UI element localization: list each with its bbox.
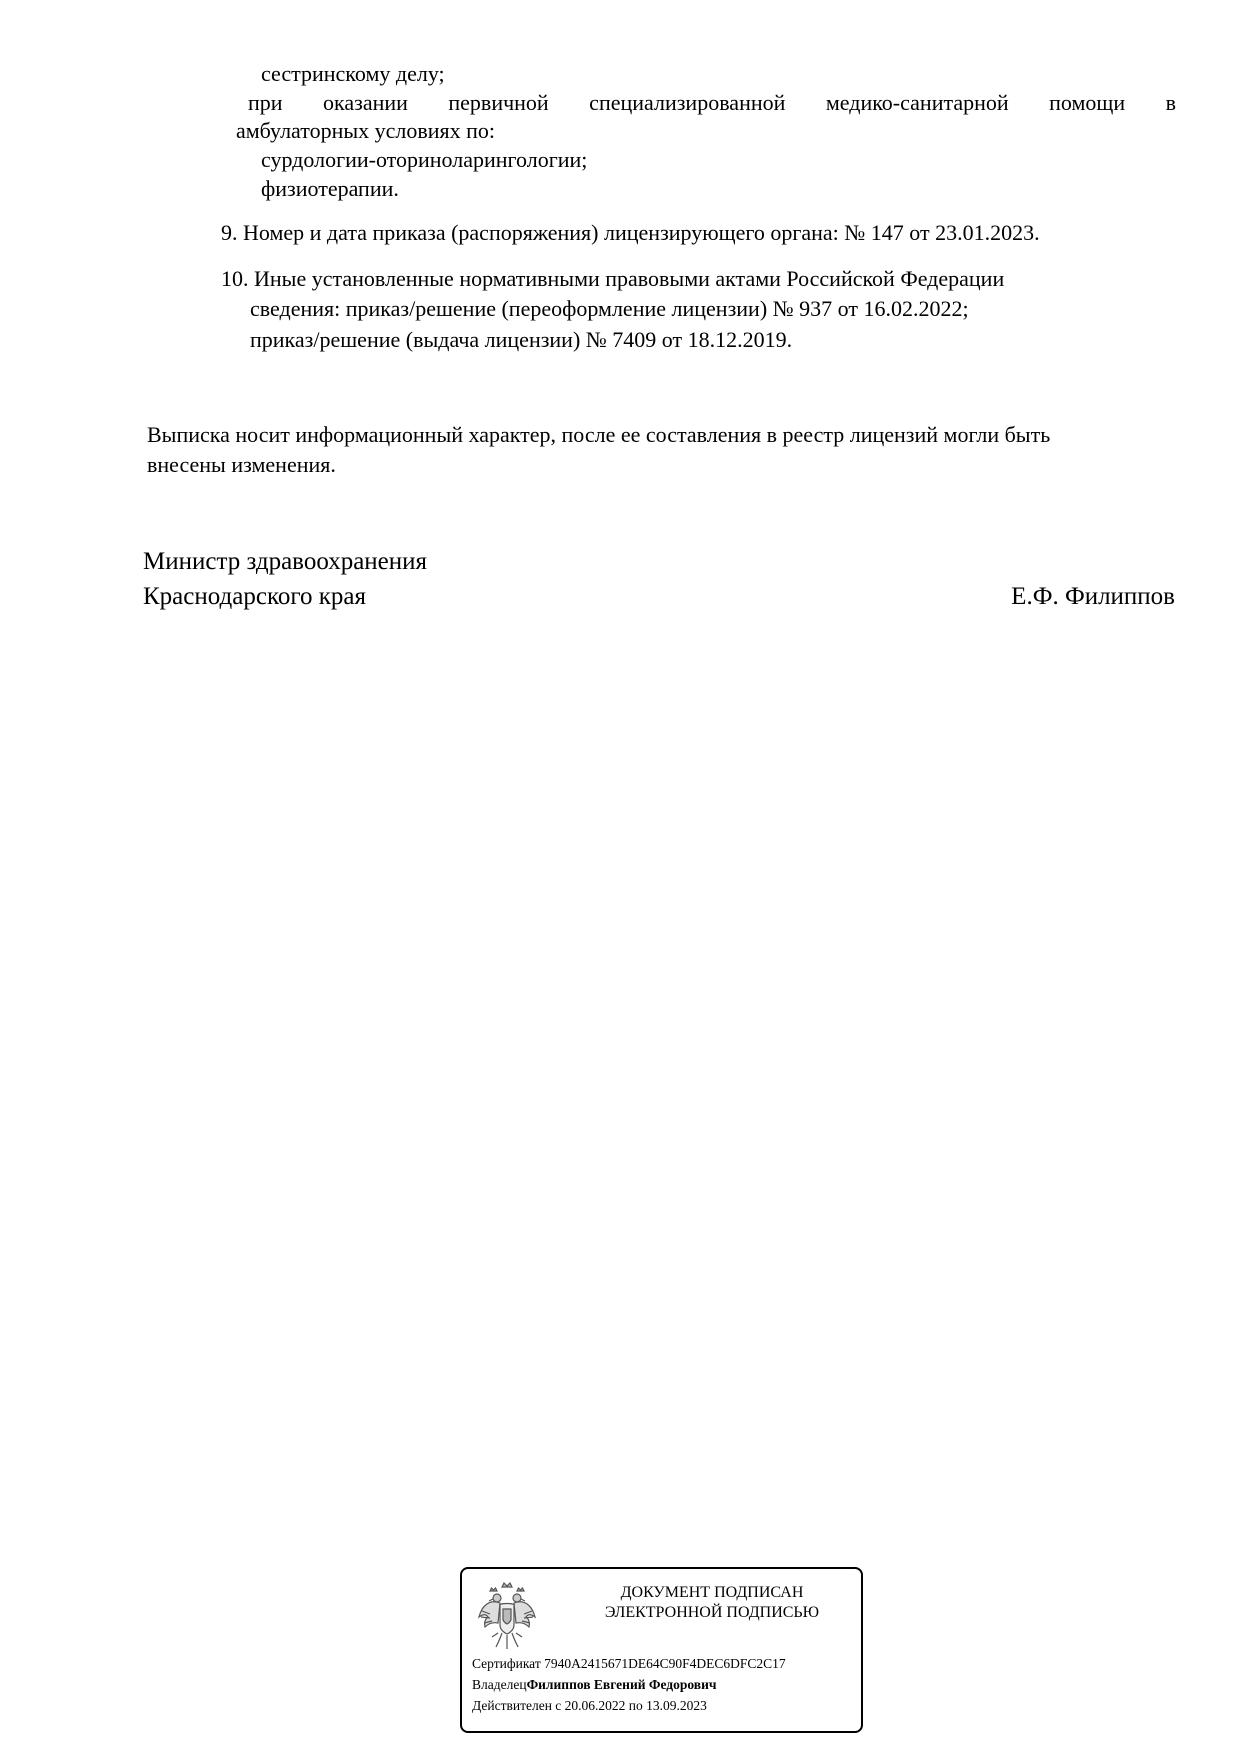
- list-line-nursing: сестринскому делу;: [261, 61, 445, 86]
- stamp-owner-row: [472, 1676, 716, 1694]
- stamp-owner-label: Владелец: [472, 1677, 527, 1692]
- stamp-owner-value: Филиппов Евгений Федорович: [526, 1677, 717, 1692]
- item-10-line-1: 10. Иные установленные нормативными правовыми актами Российской Федерации: [221, 266, 1005, 291]
- item-10-line-2: сведения: приказ/решение (переоформление лицензии) № 937 от 16.02.2022;: [250, 296, 969, 321]
- item-9-order: 9. Номер и дата приказа (распоряжения) лицензирующего органа: № 147 от 23.01.2023.: [221, 220, 1040, 245]
- notice-line-1: Выписка носит информационный характер, после ее составления в реестр лицензий могли быть: [147, 422, 1051, 447]
- list-line-ambulatory: амбулаторных условиях по:: [236, 118, 496, 143]
- signatory-position-line-2: Краснодарского края: [143, 583, 366, 610]
- list-line-surdology: сурдологии-оториноларингологии;: [261, 147, 588, 172]
- list-line-primary-care: при оказании первичной специализированной медико-санитарной помощи в: [248, 90, 1176, 115]
- russian-coat-of-arms-icon: [476, 1581, 538, 1651]
- notice-line-2: внесены изменения.: [147, 452, 336, 477]
- signatory-position-line-1: Министр здравоохранения: [143, 548, 428, 575]
- stamp-validity: Действителен с 20.06.2022 по 13.09.2023: [472, 1698, 707, 1713]
- item-10-line-3: приказ/решение (выдача лицензии) № 7409 от 18.12.2019.: [250, 327, 793, 352]
- stamp-certificate-label: Сертификат: [472, 1656, 541, 1671]
- signatory-name: Е.Ф. Филиппов: [1011, 583, 1175, 610]
- stamp-title-line-2: ЭЛЕКТРОННОЙ ПОДПИСЬЮ: [604, 1604, 820, 1621]
- electronic-signature-stamp: [460, 1567, 863, 1733]
- stamp-certificate-value: 7940A2415671DE64C90F4DEC6DFC2C17: [544, 1656, 786, 1671]
- list-line-physiotherapy: физиотерапии.: [261, 176, 399, 201]
- stamp-title-line-1: ДОКУМЕНТ ПОДПИСАН: [620, 1584, 804, 1601]
- stamp-certificate-row: [472, 1655, 786, 1673]
